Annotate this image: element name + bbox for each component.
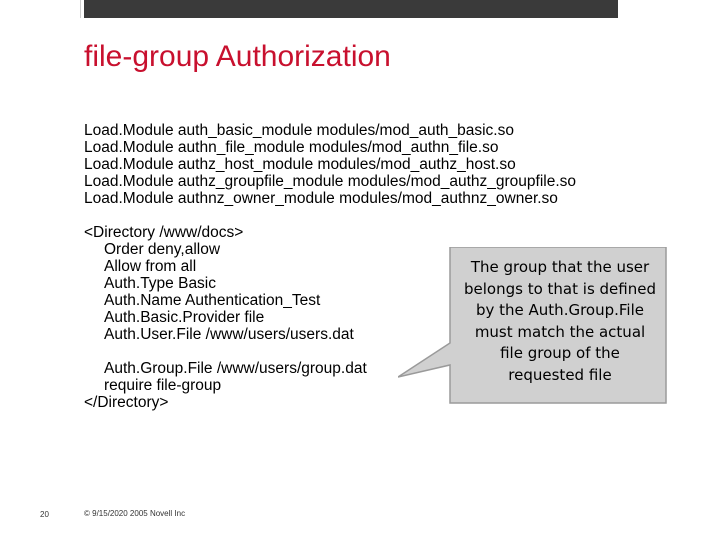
directive-line: Order deny,allow: [104, 241, 221, 258]
slide-title: file-group Authorization: [84, 40, 391, 73]
callout-line: belongs to that is defined: [464, 279, 656, 298]
callout-line: by the Auth.Group.File: [475, 301, 644, 320]
load-module-list: [84, 122, 576, 207]
top-bar: [84, 0, 618, 18]
load-module-line: Load.Module authn_file_module modules/mod_authn_file.so: [84, 139, 499, 156]
page-number: 20: [40, 510, 49, 519]
callout-line: file group of the: [500, 344, 620, 363]
directive-line: Auth.Name Authentication_Test: [104, 292, 321, 309]
footer-copyright: © 9/15/2020 2005 Novell Inc: [84, 509, 186, 518]
callout-box: [398, 247, 668, 407]
directive-line: Allow from all: [104, 258, 197, 275]
callout-line: must match the actual: [474, 322, 646, 341]
callout-text: [454, 257, 666, 387]
directive-line: Auth.User.File /www/users/users.dat: [104, 326, 354, 343]
directive-line: Auth.Group.File /www/users/group.dat: [104, 360, 367, 377]
directive-line: Auth.Basic.Provider file: [104, 309, 265, 326]
directory-open-tag: <Directory /www/docs>: [84, 224, 244, 241]
load-module-line: Load.Module auth_basic_module modules/mod_auth_basic.so: [84, 122, 514, 139]
load-module-line: Load.Module authnz_owner_module modules/mod_authnz_owner.so: [84, 190, 558, 207]
directive-line: Auth.Type Basic: [104, 275, 217, 292]
load-module-line: Load.Module authz_groupfile_module modules/mod_authz_groupfile.so: [84, 173, 577, 190]
directory-close-tag: </Directory>: [84, 394, 169, 411]
directive-line: require file-group: [104, 377, 222, 394]
callout-line: The group that the user: [470, 258, 650, 276]
callout-line: requested file: [508, 365, 612, 384]
top-left-bar: [0, 0, 81, 18]
load-module-line: Load.Module authz_host_module modules/mod_authz_host.so: [84, 156, 516, 173]
directory-block: [84, 224, 367, 411]
